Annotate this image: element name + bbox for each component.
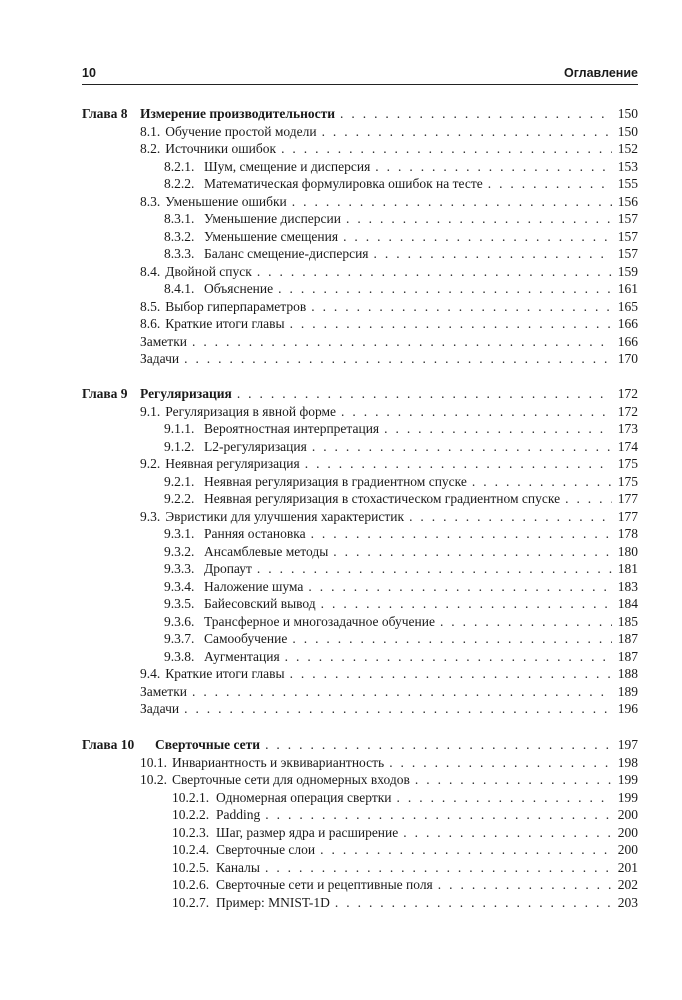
toc-subsection[interactable] [164,228,638,246]
dot-leader [257,560,612,578]
entry-number: 9.2.2. [164,491,195,506]
entry-title: Задачи [140,701,180,716]
dot-leader [340,105,612,123]
dot-leader [472,473,612,491]
entry-page: 200 [617,807,638,822]
entry-page: 187 [617,631,638,646]
entry-title: Пример: MNIST-1D [216,894,330,910]
dot-leader [292,193,612,211]
dot-leader [311,525,612,543]
toc-row [82,175,638,193]
entry-title: Неявная регуляризация в градиентном спуске [204,473,467,489]
toc-row [82,789,638,807]
entry-title: Инвариантность и эквивариантность [172,754,385,770]
entry-title: Шум, смещение и дисперсия [204,158,371,174]
entry-title: Объяснение [204,281,274,296]
dot-leader [565,490,612,508]
toc-row [82,280,638,298]
entry-page: 203 [617,894,638,910]
chapter-title-link[interactable] [140,105,638,123]
dot-leader [281,140,612,158]
running-head [82,64,638,85]
chapter-heading-row [82,105,638,123]
entry-page: 157 [617,246,638,261]
toc-section[interactable] [140,665,638,683]
entry-page: 201 [617,859,638,875]
entry-number: 8.4. [140,263,161,279]
toc-section[interactable] [140,315,638,333]
dot-leader [278,280,612,298]
entry-title: Неявная регуляризация в стохастическом градиентном спуске [204,491,561,506]
entry-page: 183 [617,578,638,594]
entry-title: Уменьшение ошибки [165,193,287,209]
entry-title: Байесовский вывод [204,596,316,611]
toc-row [82,560,638,578]
entry-page: 155 [617,176,638,191]
toc-row [82,473,638,491]
entry-page: 188 [617,666,638,681]
toc-row [82,700,638,718]
toc-row [82,245,638,263]
dot-leader [341,403,612,421]
chapter-label: Глава 9 [82,386,128,401]
entry-number: 10.2.5. [172,859,210,875]
entry-number: 8.2. [140,141,161,156]
entry-number: 10.2.2. [172,807,210,822]
toc-row [82,894,638,912]
dot-leader [292,630,612,648]
toc-row [82,123,638,141]
entry-page: 200 [617,842,638,857]
entry-number: 8.3.2. [164,228,195,244]
entry-page: 187 [617,648,638,664]
entry-page: 170 [617,351,638,366]
entry-page: 153 [617,158,638,174]
toc-subsection[interactable] [164,525,638,543]
dot-leader [415,771,612,789]
dot-leader [265,806,612,824]
entry-title: Трансферное и многозадачное обучение [204,613,435,629]
entry-title: Эвристики для улучшения характеристик [165,508,405,524]
toc-subsection[interactable] [172,824,638,842]
chapter-8 [82,105,638,368]
entry-page: 202 [617,877,638,892]
toc-subsection[interactable] [172,894,638,912]
toc-row [82,508,638,526]
toc-row [82,263,638,281]
toc-row [82,438,638,456]
entry-number: 9.1.2. [164,438,195,454]
entry-number: 8.1. [140,123,161,139]
entry-number: 9.2. [140,456,161,471]
entry-page: 180 [617,543,638,559]
entry-page: 196 [617,701,638,716]
chapter-heading-row [82,736,638,754]
entry-number: 8.4.1. [164,281,195,296]
toc-subsection[interactable] [172,806,638,824]
dot-leader [397,789,612,807]
dot-leader [409,508,612,526]
toc-row [82,771,638,789]
entry-title: Ансамблевые методы [204,543,329,559]
toc-row [82,859,638,877]
entry-number: 9.3.5. [164,596,195,611]
dot-leader [440,613,612,631]
dot-leader [374,245,612,263]
entry-title: Сверточные сети [155,737,261,752]
toc-row [82,228,638,246]
toc-row [82,648,638,666]
entry-number: 8.3.1. [164,211,195,226]
dot-leader [488,175,612,193]
entry-title: Самообучение [204,631,288,646]
entry-page: 199 [617,789,638,805]
entry-number: 9.1.1. [164,421,195,436]
entry-page: 161 [617,281,638,296]
running-title: Оглавление [564,66,638,80]
toc-back-matter[interactable] [140,700,638,718]
entry-page: 159 [617,263,638,279]
dot-leader [375,158,612,176]
dot-leader [384,420,612,438]
entry-number: 8.2.2. [164,176,195,191]
entry-number: 9.1. [140,403,161,419]
toc-row [82,876,638,894]
entry-number: 9.3. [140,508,161,524]
entry-title: Баланс смещение-дисперсия [204,246,369,261]
entry-page: 177 [617,508,638,524]
toc-subsection[interactable] [172,789,638,807]
dot-leader [343,228,612,246]
dot-leader [322,123,612,141]
entry-number: 9.3.6. [164,613,195,629]
entry-title: Неявная регуляризация [165,456,300,471]
entry-page: 189 [617,683,638,699]
entry-number: 10.1. [140,754,167,770]
entry-number: 9.3.3. [164,561,195,576]
entry-title: Двойной спуск [165,263,252,279]
toc-row [82,298,638,316]
toc-subsection[interactable] [164,420,638,438]
toc-row [82,754,638,772]
entry-title: Заметки [140,683,187,699]
toc-row [82,455,638,473]
toc-subsection[interactable] [172,859,638,877]
entry-number: 8.2.1. [164,158,195,174]
toc-subsection[interactable] [164,175,638,193]
dot-leader [403,824,612,842]
dot-leader [184,350,612,368]
entry-page: 157 [617,211,638,226]
toc-row [82,630,638,648]
toc-section[interactable] [140,123,638,141]
entry-number: 9.3.2. [164,543,195,559]
entry-number: 10.2.4. [172,842,210,857]
entry-page: 181 [617,561,638,576]
entry-page: 165 [617,298,638,314]
toc-subsection[interactable] [164,210,638,228]
entry-title: Краткие итоги главы [165,666,285,681]
entry-number: 10.2.6. [172,877,210,892]
toc-section[interactable] [140,754,638,772]
entry-title: Аугментация [204,648,280,664]
entry-page: 197 [617,737,638,752]
dot-leader [346,210,612,228]
entry-page: 198 [617,754,638,770]
entry-number: 8.5. [140,298,161,314]
entry-page: 185 [617,613,638,629]
entry-number: 9.3.1. [164,526,195,541]
entry-number: 9.4. [140,666,161,681]
toc-row [82,665,638,683]
toc-row [82,315,638,333]
entry-page: 157 [617,228,638,244]
entry-title: Уменьшение смещения [204,228,339,244]
entry-number: 10.2.1. [172,789,210,805]
entry-title: Уменьшение дисперсии [204,211,341,226]
toc-back-matter[interactable] [140,683,638,701]
dot-leader [265,736,612,754]
toc-section[interactable] [140,455,638,473]
toc-row [82,193,638,211]
entry-title: Дропаут [204,561,252,576]
toc-subsection[interactable] [164,630,638,648]
toc-row [82,350,638,368]
toc-section[interactable] [140,193,638,211]
entry-title: Краткие итоги главы [165,316,285,331]
toc-row [82,210,638,228]
entry-title: Регуляризация в явной форме [165,403,337,419]
entry-number: 10.2.7. [172,894,210,910]
chapter-9 [82,385,638,718]
toc-row [82,841,638,859]
toc-subsection[interactable] [164,438,638,456]
entry-number: 9.3.4. [164,578,195,594]
dot-leader [290,315,612,333]
entry-title: Заметки [140,333,187,349]
chapter-label: Глава 8 [82,106,128,121]
entry-title: Одномерная операция свертки [216,789,392,805]
dot-leader [237,385,612,403]
entry-page: 199 [617,772,638,787]
entry-page: 174 [617,438,638,454]
toc-subsection[interactable] [164,613,638,631]
toc-row [82,683,638,701]
toc-section[interactable] [140,298,638,316]
toc-row [82,578,638,596]
toc-row [82,824,638,842]
entry-page: 172 [617,403,638,419]
entry-page: 173 [617,421,638,436]
dot-leader [438,876,612,894]
entry-title: Сверточные сети и рецептивные поля [216,877,433,892]
entry-title: Padding [216,807,261,822]
toc-row [82,525,638,543]
toc-back-matter[interactable] [140,333,638,351]
dot-leader [320,841,612,859]
entry-title: Источники ошибок [165,141,277,156]
entry-number: 10.2.3. [172,824,210,840]
entry-number: 9.3.7. [164,631,195,646]
entry-title: Ранняя остановка [204,526,306,541]
entry-page: 166 [617,333,638,349]
dot-leader [285,648,612,666]
dot-leader [290,665,612,683]
entry-title: Математическая формулировка ошибок на тесте [204,176,483,191]
toc-subsection[interactable] [172,841,638,859]
entry-title: Сверточные сети для одномерных входов [172,772,410,787]
toc-section[interactable] [140,403,638,421]
entry-title: Каналы [216,859,260,875]
chapter-title-link[interactable] [140,385,638,403]
toc-section[interactable] [140,771,638,789]
chapter-10 [82,736,638,911]
dot-leader [184,700,612,718]
toc-section[interactable] [140,263,638,281]
entry-title: Шаг, размер ядра и расширение [216,824,399,840]
entry-number: 10.2. [140,772,167,787]
dot-leader [321,595,612,613]
toc-subsection[interactable] [164,490,638,508]
page-number: 10 [82,66,96,80]
toc-subsection[interactable] [164,560,638,578]
entry-number: 8.6. [140,316,161,331]
entry-page: 152 [617,141,638,156]
toc-row [82,595,638,613]
toc-section[interactable] [140,508,638,526]
entry-title: Сверточные слои [216,842,316,857]
chapter-label: Глава 10 [82,737,135,752]
entry-page: 178 [617,526,638,541]
entry-page: 172 [617,386,638,401]
dot-leader [192,683,612,701]
entry-page: 175 [617,456,638,471]
toc-subsection[interactable] [164,280,638,298]
toc-subsection[interactable] [164,245,638,263]
toc-subsection[interactable] [164,578,638,596]
entry-page: 150 [617,106,638,121]
toc-subsection[interactable] [164,648,638,666]
entry-number: 9.2.1. [164,473,195,489]
entry-page: 175 [617,473,638,489]
toc-row [82,420,638,438]
toc-row [82,613,638,631]
entry-number: 9.3.8. [164,648,195,664]
entry-title: Измерение производительности [140,106,336,121]
dot-leader [308,578,612,596]
dot-leader [257,263,612,281]
entry-title: Обучение простой модели [165,123,317,139]
entry-page: 177 [617,491,638,506]
entry-page: 184 [617,596,638,611]
entry-page: 166 [617,316,638,331]
entry-page: 200 [617,824,638,840]
toc-row [82,158,638,176]
toc-row [82,806,638,824]
entry-title: Регуляризация [140,386,232,401]
toc-row [82,403,638,421]
chapter-title-link[interactable] [155,736,638,754]
toc-section[interactable] [140,140,638,158]
entry-title: L2-регуляризация [204,438,307,454]
dot-leader [312,438,612,456]
toc-subsection[interactable] [164,473,638,491]
dot-leader [333,543,612,561]
toc-row [82,543,638,561]
toc-subsection[interactable] [164,595,638,613]
entry-number: 8.3.3. [164,246,195,261]
dot-leader [311,298,612,316]
toc-subsection[interactable] [164,543,638,561]
dot-leader [192,333,612,351]
toc-subsection[interactable] [164,158,638,176]
toc-row [82,333,638,351]
toc-row [82,490,638,508]
entry-number: 8.3. [140,193,161,209]
entry-title: Наложение шума [204,578,304,594]
entry-page: 150 [617,123,638,139]
toc-row [82,140,638,158]
chapter-heading-row [82,385,638,403]
toc-subsection[interactable] [172,876,638,894]
entry-page: 156 [617,193,638,209]
dot-leader [305,455,612,473]
dot-leader [389,754,612,772]
toc-back-matter[interactable] [140,350,638,368]
entry-title: Задачи [140,351,180,366]
dot-leader [265,859,612,877]
entry-title: Вероятностная интерпретация [204,421,380,436]
dot-leader [335,894,612,912]
entry-title: Выбор гиперпараметров [165,298,307,314]
